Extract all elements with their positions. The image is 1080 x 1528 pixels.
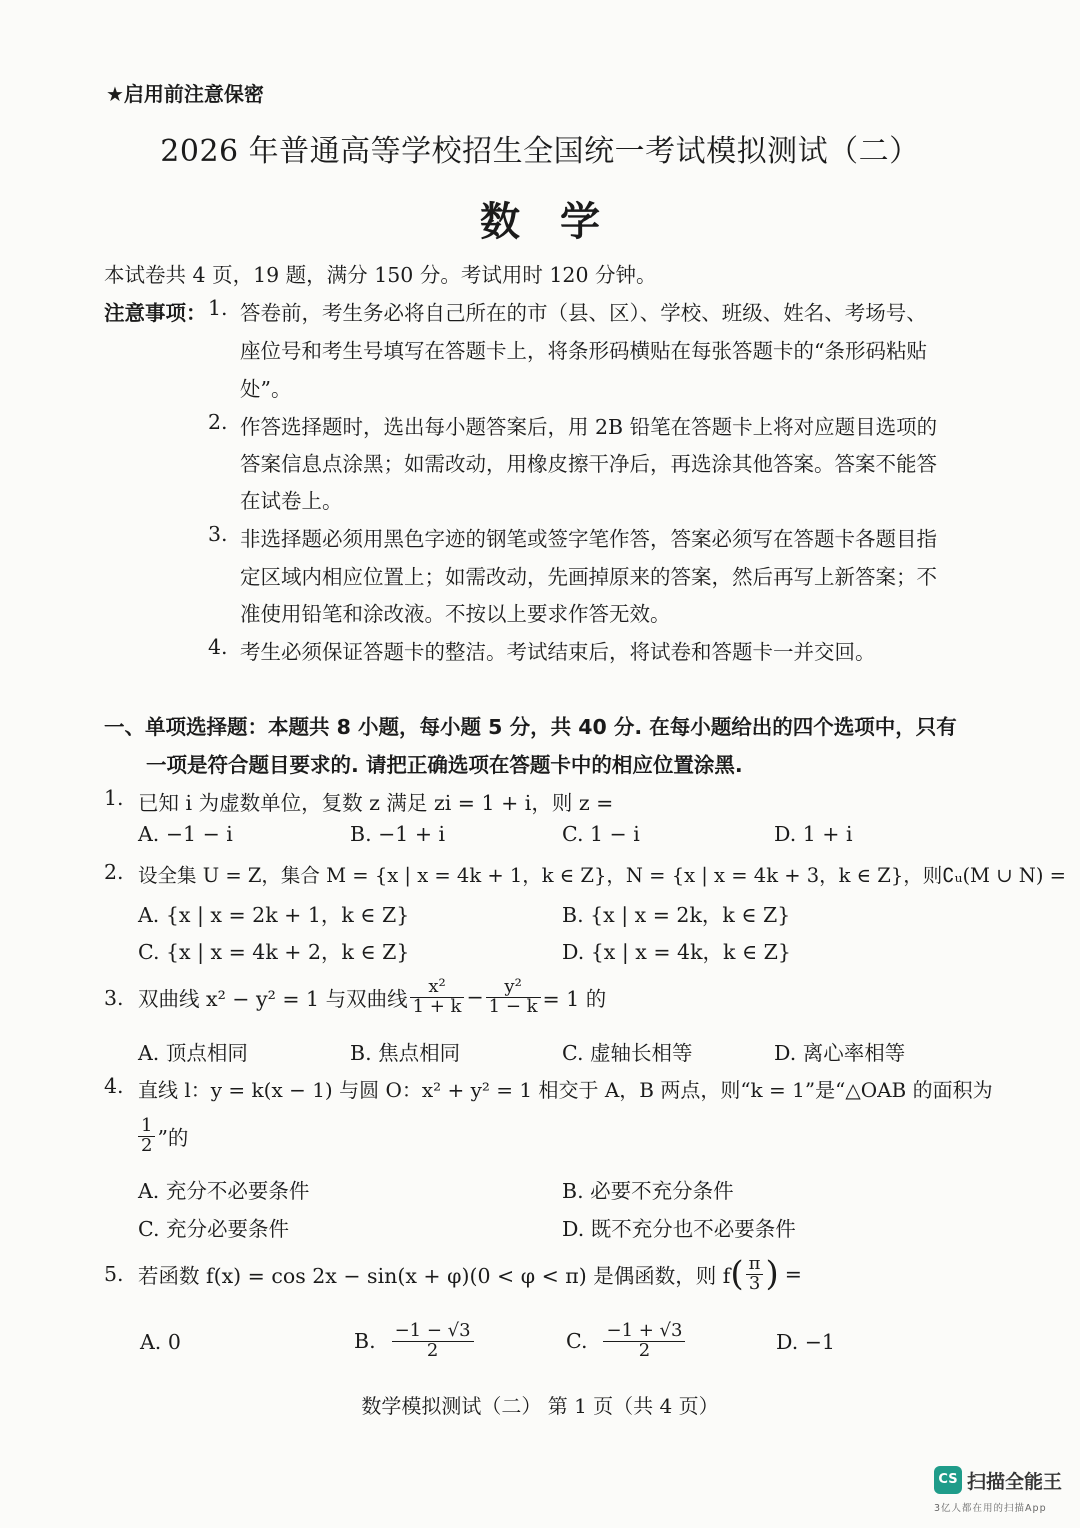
- option-a: A. 充分不必要条件: [138, 1179, 310, 1203]
- option-d: D. 既不充分也不必要条件: [562, 1217, 796, 1241]
- fraction-denominator: 2: [141, 1134, 153, 1156]
- option-b: B. 焦点相同: [350, 1041, 461, 1065]
- fraction-numerator: y²: [486, 978, 541, 998]
- fraction-numerator: −1 + √3: [603, 1322, 685, 1342]
- fraction: [138, 1114, 155, 1156]
- fraction: [392, 1319, 474, 1361]
- option-d: D. 1 + i: [774, 822, 853, 846]
- option-a: A. 0: [140, 1330, 181, 1354]
- notice-line: 在试卷上。: [240, 489, 343, 513]
- exam-title: 2026 年普通高等学校招生全国统一考试模拟测试（二）: [160, 134, 920, 169]
- fraction-denominator: 1 − k: [488, 995, 538, 1017]
- fraction-numerator: x²: [410, 978, 465, 998]
- notice-num-2: 2.: [208, 410, 228, 434]
- option-a: A. 顶点相同: [138, 1041, 248, 1065]
- option-d: D. −1: [776, 1330, 835, 1354]
- paren-close: ): [765, 1254, 779, 1294]
- notice-label: 注意事项：: [104, 301, 207, 325]
- notice-line: 非选择题必须用黑色字迹的钢笔或签字笔作答，答案必须写在答题卡各题目指: [240, 527, 937, 551]
- stem-text: =: [784, 1262, 802, 1286]
- section-heading-cont: 一项是符合题目要求的. 请把正确选项在答题卡中的相应位置涂黑.: [146, 753, 743, 777]
- question-number: 5.: [104, 1262, 124, 1286]
- option-b: B. −1 + i: [350, 822, 446, 846]
- option-c: C. 充分必要条件: [138, 1217, 289, 1241]
- option-c: C. {x | x = 4k + 2，k ∈ Z}: [138, 940, 410, 964]
- option-label: C.: [566, 1329, 588, 1353]
- option-b: B. 必要不充分条件: [562, 1179, 734, 1203]
- notice-line: 处”。: [240, 377, 292, 401]
- page-footer: 数学模拟测试（二） 第 1 页（共 4 页）: [361, 1394, 719, 1418]
- minus-sign: −: [466, 985, 484, 1009]
- notice-line: 考生必须保证答题卡的整洁。考试结束后，将试卷和答题卡一并交回。: [240, 640, 876, 664]
- notice-line: 准使用铅笔和涂改液。不按以上要求作答无效。: [240, 602, 671, 626]
- option-a: A. {x | x = 2k + 1，k ∈ Z}: [138, 903, 410, 927]
- section-heading: 一、单项选择题：本题共 8 小题，每小题 5 分，共 40 分. 在每小题给出的四个选项中，只有: [104, 715, 957, 739]
- notice-line: 座位号和考生号填写在答题卡上，将条形码横贴在每张答题卡的“条形码粘贴: [240, 339, 927, 363]
- question-stem: 已知 i 为虚数单位，复数 z 满足 zi = 1 + i，则 z =: [138, 791, 614, 815]
- option-c: [566, 1316, 687, 1366]
- notice-num-1: 1.: [208, 296, 228, 320]
- fraction-numerator: 1: [138, 1117, 155, 1137]
- option-b: [354, 1316, 476, 1366]
- stem-text: 若函数 f(x) = cos 2x − sin(x + φ)(0 < φ < π) 是偶函数，则 f: [138, 1264, 731, 1288]
- scanner-watermark: [934, 1466, 1064, 1518]
- fraction: [410, 975, 465, 1017]
- stem-text: ”的: [157, 1126, 189, 1150]
- fraction-denominator: 3: [748, 1272, 761, 1294]
- question-number: 1.: [104, 786, 124, 810]
- question-stem: [138, 1250, 802, 1298]
- fraction-numerator: π: [746, 1255, 764, 1275]
- fraction-denominator: 2: [426, 1339, 439, 1361]
- watermark-name: 扫描全能王: [967, 1471, 1063, 1493]
- option-a: A. −1 − i: [138, 822, 233, 846]
- notice-line: 答卷前，考生务必将自己所在的市（县、区）、学校、班级、姓名、考场号、: [240, 301, 927, 325]
- fraction-denominator: 1 + k: [412, 995, 462, 1017]
- question-number: 4.: [104, 1074, 124, 1098]
- cs-logo-icon: CS: [934, 1466, 962, 1494]
- question-stem-cont: [136, 1112, 188, 1160]
- question-number: 3.: [104, 986, 124, 1010]
- fraction: [603, 1319, 685, 1361]
- fraction: [486, 975, 541, 1017]
- option-c: C. 1 − i: [562, 822, 640, 846]
- question-stem: 设全集 U = Z，集合 M = {x | x = 4k + 1，k ∈ Z}，N = {x | x = 4k + 3，k ∈ Z}，则∁ᵤ(M ∪ N) =: [138, 864, 1066, 887]
- option-d: D. {x | x = 4k，k ∈ Z}: [562, 940, 791, 964]
- question-number: 2.: [104, 860, 124, 884]
- fraction: [746, 1252, 764, 1294]
- option-b: B. {x | x = 2k，k ∈ Z}: [562, 903, 791, 927]
- notice-num-3: 3.: [208, 522, 228, 546]
- stem-text: 双曲线 x² − y² = 1 与双曲线: [138, 987, 408, 1011]
- subject-title: 数学: [480, 198, 640, 245]
- confidential-note: ★启用前注意保密: [106, 82, 264, 106]
- notice-line: 定区域内相应位置上；如需改动，先画掉原来的答案，然后再写上新答案；不: [240, 565, 937, 589]
- notice-line: 答案信息点涂黑；如需改动，用橡皮擦干净后，再选涂其他答案。答案不能答: [240, 452, 937, 476]
- paren-open: (: [730, 1254, 744, 1294]
- notice-line: 作答选择题时，选出每小题答案后，用 2B 铅笔在答题卡上将对应题目选项的: [240, 415, 938, 439]
- question-stem: [138, 972, 606, 1022]
- notice-num-4: 4.: [208, 635, 228, 659]
- question-stem: 直线 l：y = k(x − 1) 与圆 O：x² + y² = 1 相交于 A，B 两点，则“k = 1”是“△OAB 的面积为: [138, 1078, 993, 1102]
- option-d: D. 离心率相等: [774, 1041, 906, 1065]
- stem-text: = 1 的: [542, 987, 607, 1011]
- option-c: C. 虚轴长相等: [562, 1041, 693, 1065]
- fraction-denominator: 2: [638, 1339, 651, 1361]
- exam-intro: 本试卷共 4 页，19 题，满分 150 分。考试用时 120 分钟。: [104, 263, 657, 287]
- watermark-tagline: 3亿人都在用的扫描App: [934, 1503, 1047, 1514]
- option-label: B.: [354, 1329, 376, 1353]
- fraction-numerator: −1 − √3: [392, 1322, 474, 1342]
